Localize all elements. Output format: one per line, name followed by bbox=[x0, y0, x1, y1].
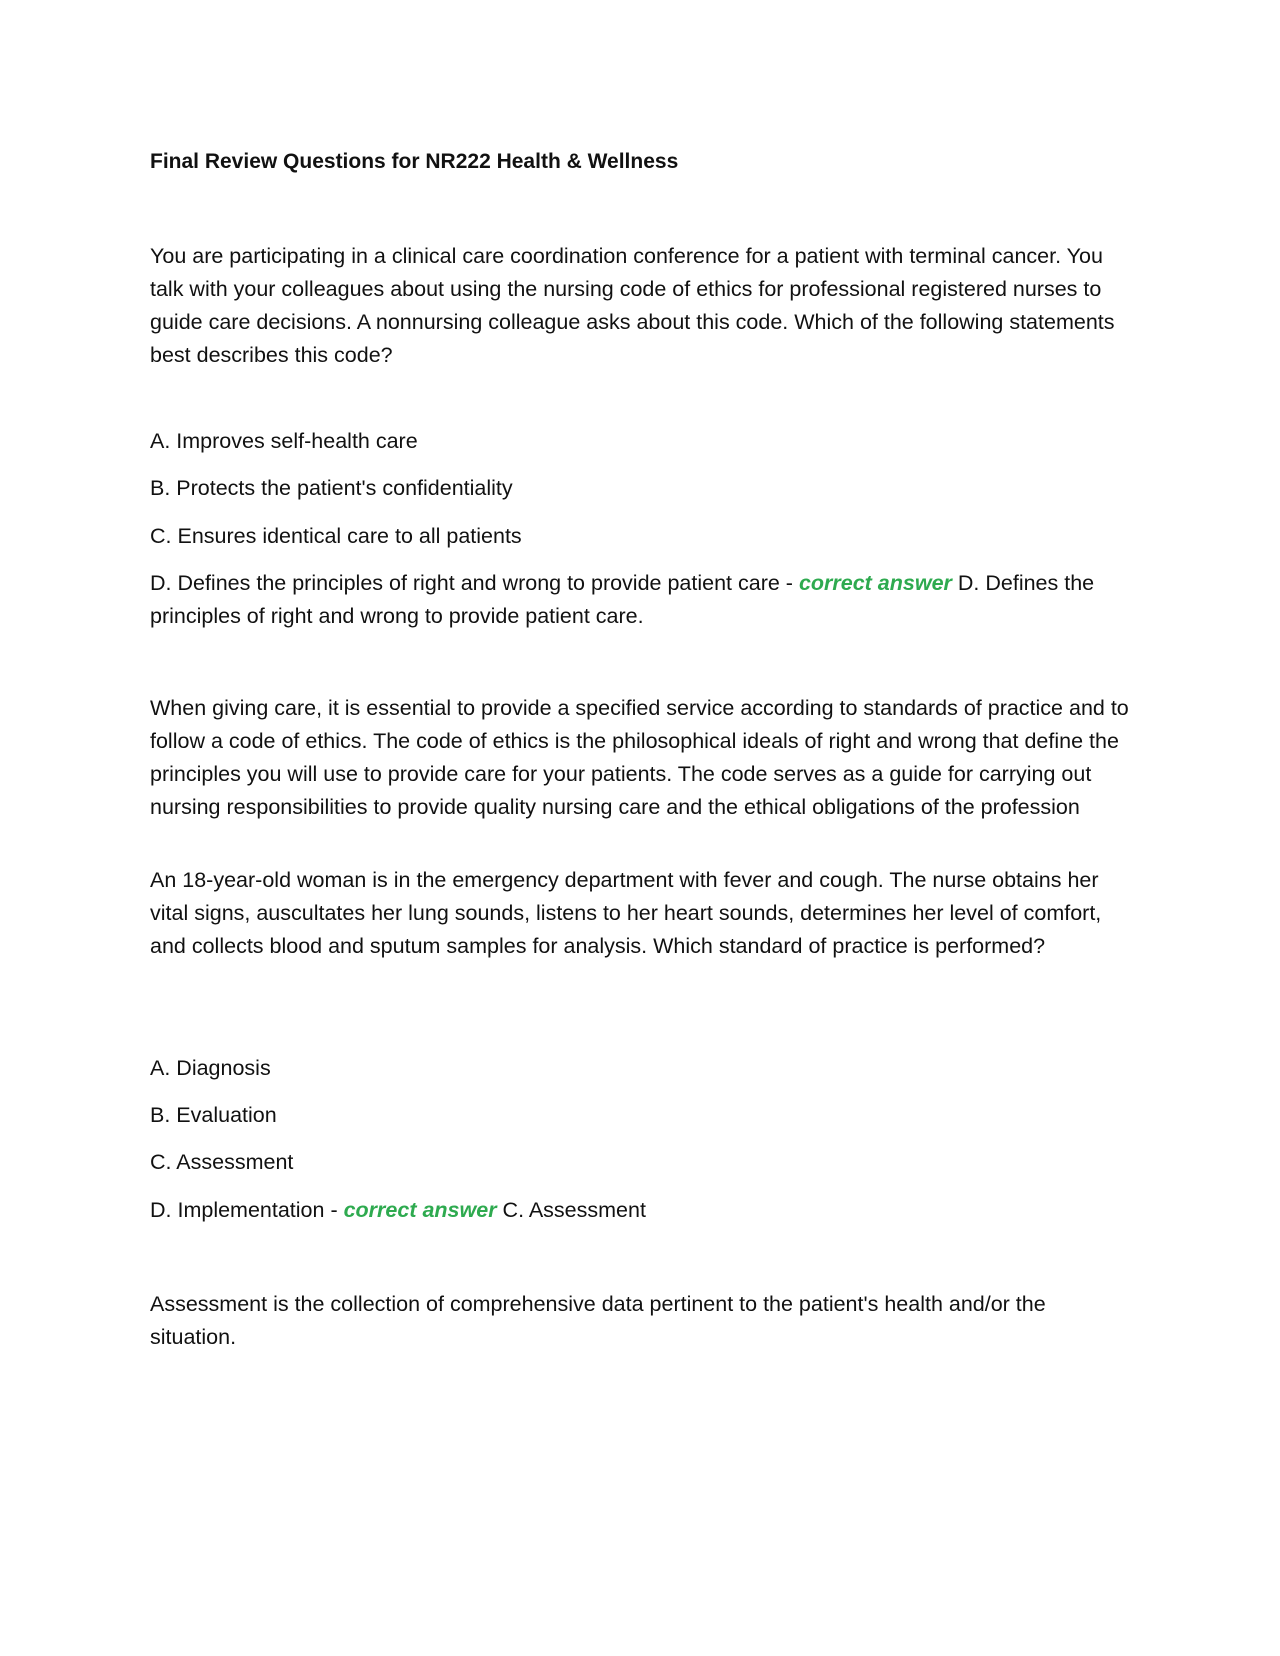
question-2-option-b: B. Evaluation bbox=[150, 1103, 277, 1127]
question-2-option-a: A. Diagnosis bbox=[150, 1056, 271, 1080]
document-title: Final Review Questions for NR222 Health & Wellness bbox=[150, 150, 679, 173]
correct-answer-label: correct answer bbox=[343, 1198, 497, 1222]
question-1-stem: You are participating in a clinical care coordination conference for a patient with terminal cancer. You talk with your colleagues about using the nursing code of ethics for professional registered nurses to guide care decisions. A nonnursing colleague asks about this code. Which of the following statements best describes this code? bbox=[150, 244, 1115, 367]
question-1-option-d bbox=[150, 567, 1130, 633]
question-2-option-d-text: D. Implementation - bbox=[150, 1198, 338, 1222]
question-2-option-c: C. Assessment bbox=[150, 1150, 294, 1174]
question-2-rationale: Assessment is the collection of comprehensive data pertinent to the patient's health and/or the situation. bbox=[150, 1292, 1046, 1349]
question-2-answer: C. Assessment bbox=[502, 1198, 646, 1222]
question-2-option-d bbox=[150, 1194, 1130, 1227]
question-2-stem: An 18-year-old woman is in the emergency department with fever and cough. The nurse obtains her vital signs, auscultates her lung sounds, listens to her heart sounds, determines her level of comfort, and collects blood and sputum samples for analysis. Which standard of practice is performed? bbox=[150, 868, 1102, 958]
correct-answer-label: correct answer bbox=[798, 571, 952, 595]
question-1-option-b: B. Protects the patient's confidentiality bbox=[150, 476, 513, 500]
question-1-option-a: A. Improves self-health care bbox=[150, 429, 418, 453]
question-1-option-c: C. Ensures identical care to all patients bbox=[150, 524, 522, 548]
question-1-answer: D. Defines the principles of right and wrong to provide patient care. bbox=[150, 571, 1095, 628]
question-1-option-d-text: D. Defines the principles of right and wrong to provide patient care - bbox=[150, 571, 793, 595]
question-1-rationale: When giving care, it is essential to provide a specified service according to standards of practice and to follow a code of ethics. The code of ethics is the philosophical ideals of right and wrong that define the principles you will use to provide care for your patients. The code serves as a guide for carrying out nursing responsibilities to provide quality nursing care and the ethical obligations of the profession bbox=[150, 696, 1129, 819]
